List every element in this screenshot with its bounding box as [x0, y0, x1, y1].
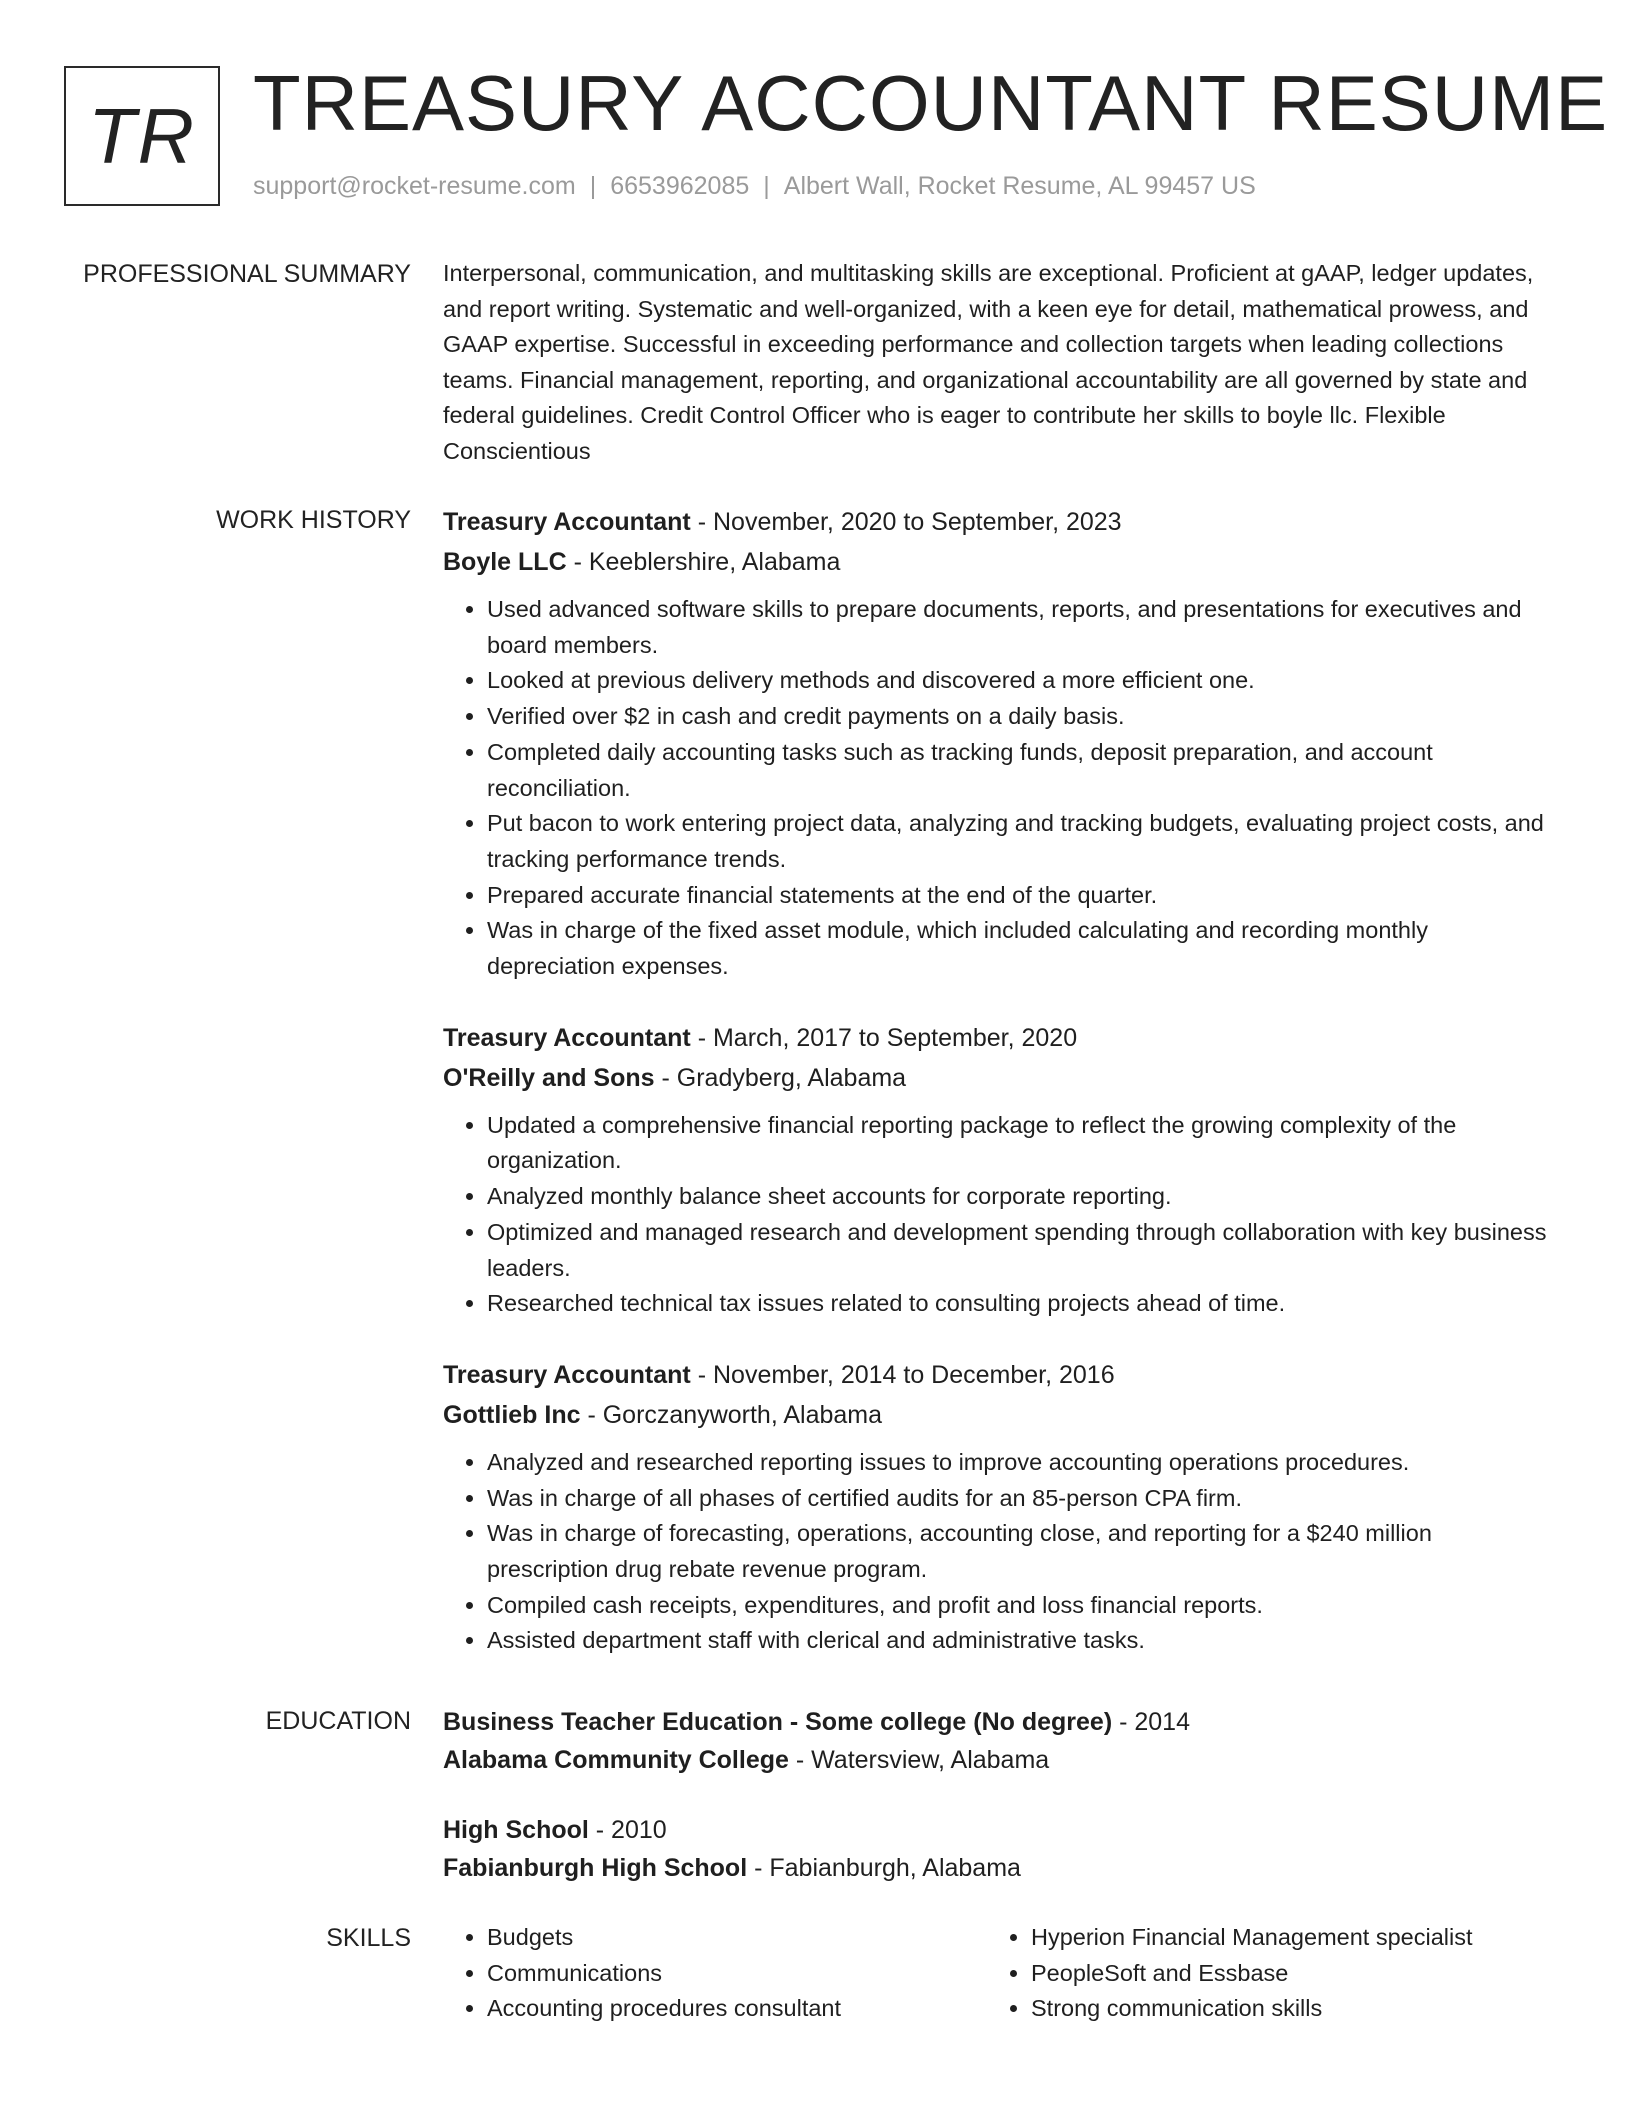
education-location: - Watersview, Alabama	[788, 1746, 1050, 1774]
job-bullet: • Was in charge of the fixed asset module, which included calculating and recording monthly depreciation expenses.	[487, 913, 1558, 984]
job-bullet: • Compiled cash receipts, expenditures, and profit and loss financial reports.	[487, 1588, 1558, 1624]
job-location: - Gorczanyworth, Alabama	[580, 1400, 883, 1429]
education-school: Alabama Community College	[443, 1746, 789, 1774]
job-dates: - November, 2020 to September, 2023	[690, 508, 1122, 536]
job-bullets	[443, 592, 1558, 985]
education-degree: Business Teacher Education - Some college (No degree)	[443, 1708, 1113, 1736]
skill-item: • Hyperion Financial Management specialist	[1031, 1920, 1551, 1956]
education-degree: High School	[443, 1816, 589, 1844]
job-bullet: • Was in charge of all phases of certified audits for an 85-person CPA firm.	[487, 1481, 1558, 1517]
skill-item: • PeopleSoft and Essbase	[1031, 1956, 1551, 1992]
section-label-summary: PROFESSIONAL SUMMARY	[83, 260, 411, 288]
monogram-logo: TR	[64, 66, 220, 206]
education-school: Fabianburgh High School	[443, 1854, 748, 1882]
skill-item: • Budgets	[487, 1920, 987, 1956]
skill-item: • Communications	[487, 1956, 987, 1992]
job-bullets	[443, 1108, 1558, 1322]
job-company: O'Reilly and Sons	[443, 1063, 655, 1092]
education-entry	[443, 1703, 1558, 1779]
job-dates: - November, 2014 to December, 2016	[690, 1360, 1115, 1389]
job-entry	[443, 1018, 1558, 1322]
job-bullet: • Prepared accurate financial statements at the end of the quarter.	[487, 878, 1558, 914]
job-bullet: • Looked at previous delivery methods and discovered a more efficient one.	[487, 663, 1558, 699]
job-location: - Keeblershire, Alabama	[566, 548, 841, 576]
job-title: Treasury Accountant	[443, 1023, 691, 1052]
education-year: - 2010	[588, 1816, 667, 1844]
skills-list-left	[443, 1920, 987, 2027]
job-bullet: • Completed daily accounting tasks such as tracking funds, deposit preparation, and account reconciliation.	[487, 735, 1558, 806]
skill-item: • Strong communication skills	[1031, 1991, 1551, 2027]
contact-phone: 6653962085	[610, 172, 750, 200]
job-entry	[443, 502, 1558, 985]
job-entry	[443, 1355, 1558, 1659]
job-dates: - March, 2017 to September, 2020	[690, 1023, 1078, 1052]
section-label-skills: SKILLS	[326, 1924, 411, 1952]
education-year: - 2014	[1112, 1708, 1190, 1736]
skills-list-right	[987, 1920, 1551, 2027]
contact-separator: |	[589, 172, 597, 200]
section-label-work-history: WORK HISTORY	[216, 506, 411, 534]
education-entry	[443, 1811, 1558, 1887]
job-bullet: • Updated a comprehensive financial reporting package to reflect the growing complexity of the organization.	[487, 1108, 1558, 1179]
job-bullet: • Verified over $2 in cash and credit payments on a daily basis.	[487, 699, 1558, 735]
job-location: - Gradyberg, Alabama	[654, 1063, 907, 1092]
contact-email: support@rocket-resume.com	[253, 172, 576, 200]
skills-columns	[443, 1920, 1558, 2027]
job-bullet: • Analyzed and researched reporting issues to improve accounting operations procedures.	[487, 1445, 1558, 1481]
job-bullet: • Put bacon to work entering project data, analyzing and tracking budgets, evaluating project costs, and tracking performance trends.	[487, 806, 1558, 877]
job-company: Boyle LLC	[443, 548, 567, 576]
job-bullet: • Was in charge of forecasting, operations, accounting close, and reporting for a $240 million prescription drug rebate revenue program.	[487, 1516, 1558, 1587]
resume-title: TREASURY ACCOUNTANT RESUME	[253, 59, 1609, 147]
contact-address: Albert Wall, Rocket Resume, AL 99457 US	[783, 172, 1256, 200]
job-bullet: • Researched technical tax issues related to consulting projects ahead of time.	[487, 1286, 1558, 1322]
job-bullet: • Assisted department staff with clerical and administrative tasks.	[487, 1623, 1558, 1659]
education-location: - Fabianburgh, Alabama	[747, 1854, 1021, 1882]
job-bullet: • Analyzed monthly balance sheet accounts for corporate reporting.	[487, 1179, 1558, 1215]
summary-text: Interpersonal, communication, and multitasking skills are exceptional. Proficient at gAAP, ledger updates, and report writing. Systematic and well-organized, with a keen eye for detail, mathematical prowess, and GAAP expertise. Successful in exceeding performance and collection targets when leading collections teams. Financial management, reporting, and organizational accountability are all governed by state and federal guidelines. Credit Control Officer who is eager to contribute her skills to boyle llc. Flexible Conscientious	[443, 260, 1534, 464]
job-title: Treasury Accountant	[443, 508, 691, 536]
job-title: Treasury Accountant	[443, 1360, 691, 1389]
job-bullet: • Optimized and managed research and development spending through collaboration with key business leaders.	[487, 1215, 1558, 1286]
skill-item: • Accounting procedures consultant	[487, 1991, 987, 2027]
section-label-education: EDUCATION	[265, 1707, 411, 1735]
job-bullet: • Used advanced software skills to prepare documents, reports, and presentations for executives and board members.	[487, 592, 1558, 663]
contact-line	[253, 172, 1256, 201]
job-company: Gottlieb Inc	[443, 1400, 581, 1429]
contact-separator: |	[763, 172, 770, 200]
job-bullets	[443, 1445, 1558, 1659]
